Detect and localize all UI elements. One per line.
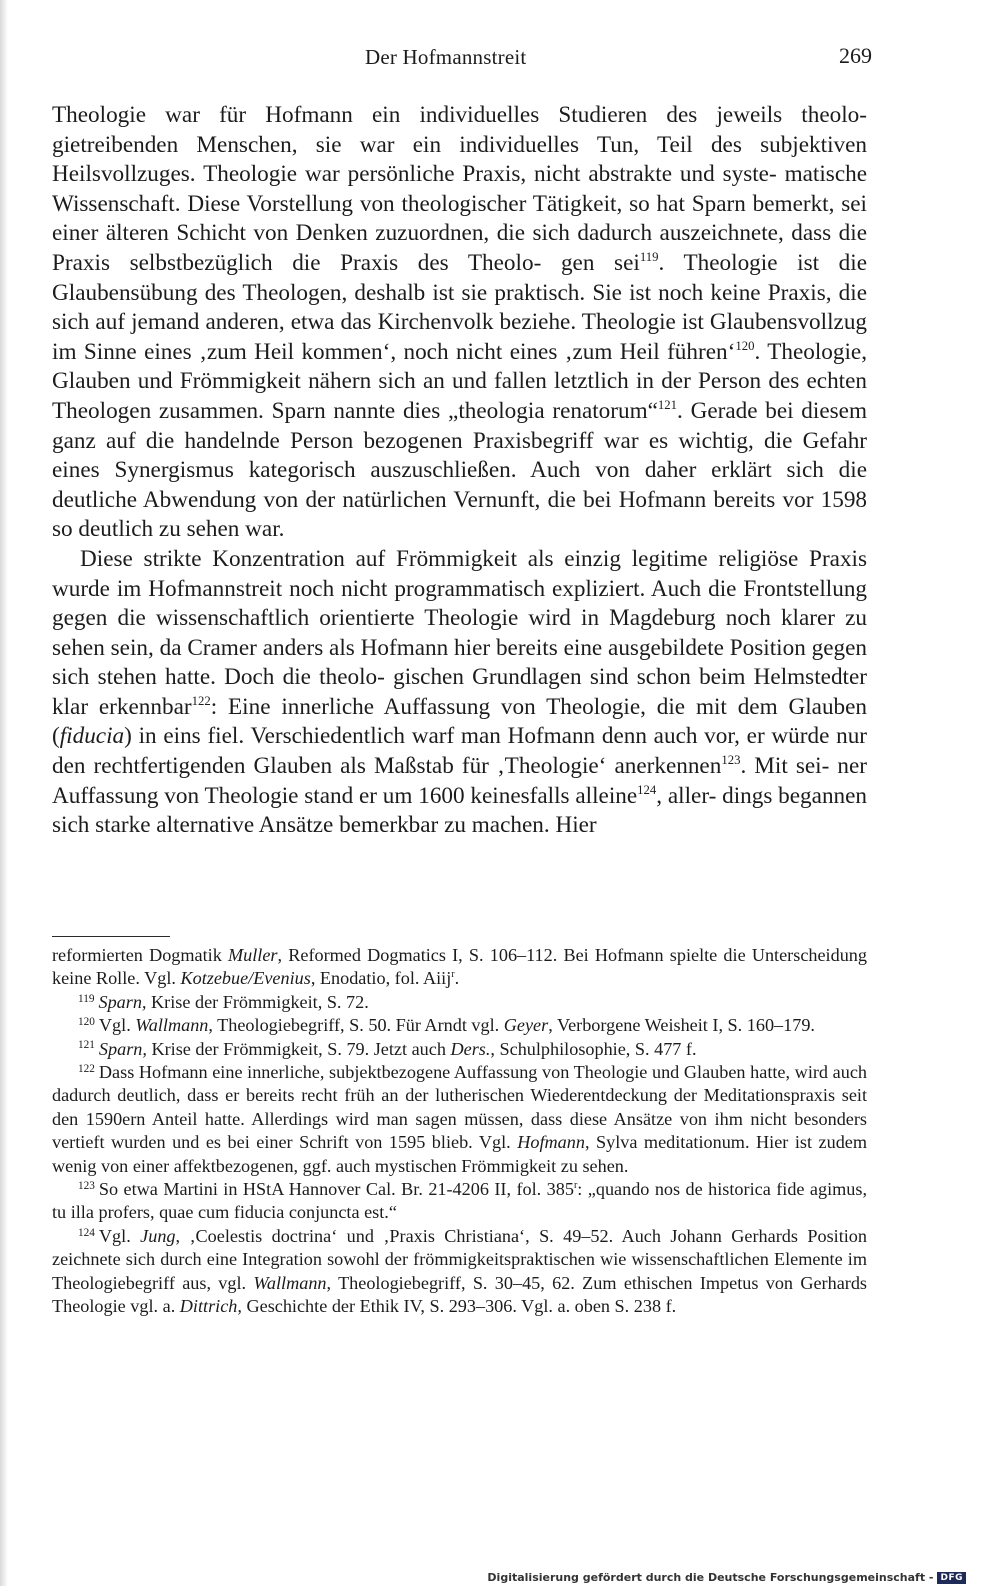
text-line: Theologen zusammen. Sparn nannte dies „theologia renatorum“ [52, 397, 658, 424]
footnote-text: So etwa Martini in HStA Hannover Cal. Br. 21-4206 II, fol. 385 [98, 1179, 574, 1200]
author-name: Ders. [450, 1038, 491, 1059]
text-line: . Mit sei- [740, 753, 830, 780]
footnote-carryover [52, 944, 867, 991]
footnote-text: : „quando nos de historica fide agimus, tu illa profers, quae cum fiducia conjuncta est.“ [52, 1179, 868, 1223]
footnote-text: Dass Hofmann eine innerliche, subjektbezogene Auffassung von Theologie und Glauben hatte, wird auch dadurch deutlich, dass er bereits recht früh an der lutherischen Wiederentdeckung der Meditationspraxis seit den 1590ern Anteil hatte. Allerdings wird man sagen müssen, dass diese Ansätze von ihm nicht besonders vertieft wurden und es bei einer Schrift von 1595 blieb. Vgl. [52, 1062, 867, 1153]
text-line: wichtig, die Gefahr eines Synergismus kategorisch auszuschließen. Auch von [52, 427, 868, 484]
footnote-ref-122[interactable]: 122 [191, 693, 211, 708]
text-line: , aller- [656, 782, 717, 809]
page-edge-shadow [0, 0, 8, 1586]
paragraph-2 [52, 545, 867, 841]
text-line: rechtfertigenden Glauben als Maßstab für ‚Theologie‘ anerkennen [93, 753, 722, 780]
text-line: Heil kommen‘, noch nicht eines ‚zum Heil führen‘ [254, 338, 736, 365]
author-name: Kotzebue/Evenius [180, 968, 311, 989]
footnote-text: , Verborgene Weisheit I, S. 160–179. [548, 1015, 815, 1036]
page-number: 269 [839, 43, 872, 68]
text-line: praktisch. Sie ist noch keine Praxis, die sich auf jemand anderen, etwa das [52, 279, 867, 336]
footnote-121 [52, 1038, 867, 1061]
footnote-ref-121[interactable]: 121 [657, 398, 678, 413]
text-line: Sparn bemerkt, sei einer älteren Schicht von Denken zuzuordnen, die sich [52, 190, 867, 247]
footnote-number: 121 [78, 1039, 95, 1052]
text-line: . Gerade [677, 397, 758, 424]
text-line: innerliche Auffassung von Theologie, die mit dem Glauben ( [52, 693, 868, 750]
author-name: Hofmann [517, 1132, 585, 1153]
footnote-number: 119 [78, 992, 95, 1005]
text-line: ) in eins [124, 723, 201, 750]
footnote-122 [52, 1061, 867, 1178]
footnotes [52, 944, 867, 1319]
folio-side: r [451, 969, 455, 981]
footnote-ref-123[interactable]: 123 [721, 753, 741, 768]
text-line: . Theologie, Glauben [52, 338, 868, 395]
text-line: ner Auffassung von Theologie stand er um 1600 keinesfalls alleine [52, 753, 867, 809]
author-name: Sparn, [98, 991, 147, 1012]
footnote-text: Geschichte der Ethik IV, S. 293–306. Vgl. a. oben S. 238 f. [241, 1296, 677, 1317]
text-line: Theologie war für Hofmann ein individuelles Studieren des jeweils theolo- [52, 102, 867, 128]
text-line: daher erklärt sich die deutliche Abwendung von der natürlichen Vernunft, [52, 457, 868, 513]
text-line: matische Wissenschaft. Diese Vorstellung von theologischer Tätigkeit, so hat [52, 161, 868, 217]
running-title: Der Hofmannstreit [365, 45, 527, 69]
author-name: Wallmann [135, 1015, 209, 1036]
text-line: die Frontstellung gegen die wissenschaftlich orientierte Theologie wird in [52, 575, 868, 632]
footnote-text: Vgl. [98, 1225, 141, 1246]
author-name: Muller [228, 945, 278, 965]
text-line: gietreibenden Menschen, sie war ein individuelles Tun, Teil des subjektiven [52, 131, 867, 158]
text-line: gischen Grundlagen sind schon beim Helmstedter klar erkennbar [52, 664, 867, 720]
text-line: . Theologie ist die Glaubensübung des Theologen, deshalb ist sie [52, 249, 867, 306]
paragraph-1 [52, 101, 867, 545]
footnote-text: Krise der Frömmigkeit, S. 79. Jetzt auch [146, 1038, 451, 1059]
text-line: und Frömmigkeit nähern sich an und fallen letztlich in der Person des echten [137, 368, 867, 395]
footnote-ref-120[interactable]: 120 [735, 338, 755, 353]
footnote-text: Vgl. [98, 1015, 136, 1036]
footnote-text: , Theologiebegriff, S. 30–45, 62. Zum ethischen Impetus von Gerhards Theologie vgl. a. [52, 1272, 868, 1317]
footnote-number: 124 [78, 1226, 95, 1239]
digitization-credit [487, 1571, 966, 1584]
footnote-text: reformierten Dogmatik [52, 945, 228, 965]
footnote-separator [52, 936, 170, 937]
footnote-120 [52, 1014, 867, 1037]
footnote-number: 123 [78, 1179, 95, 1192]
text-line: Kirchenvolk beziehe. Theologie ist Glaubensvollzug im Sinne eines ‚zum [52, 309, 868, 365]
footnote-ref-119[interactable]: 119 [639, 250, 659, 265]
footnote-text: , Schulphilosophie, S. 477 f. [490, 1038, 697, 1059]
italic-term: fiducia [59, 723, 125, 750]
text-line: bei diesem ganz auf die handelnde Person bezogenen Praxisbegriff war es [52, 397, 867, 454]
text-line: gen sei [560, 249, 640, 276]
footnote-text: , Sylva meditationum. Hier ist zudem wenig von einer affektbezogenen, ggf. auch mystischen Frömmigkeit zu sehen. [52, 1132, 868, 1176]
footnote-number: 122 [78, 1062, 95, 1075]
author-name: Jung [140, 1225, 176, 1246]
author-name: Sparn, [98, 1038, 147, 1059]
text-line: Heilsvollzuges. Theologie war persönliche Praxis, nicht abstrakte und syste- [52, 161, 777, 188]
author-name: Dittrich, [179, 1296, 242, 1317]
text-line: Praxis wurde im Hofmannstreit noch nicht programmatisch expliziert. Auch [52, 545, 868, 602]
footnote-123 [52, 1178, 867, 1225]
footnote-124 [52, 1225, 867, 1319]
footnote-text: . [454, 968, 460, 989]
author-name: Geyer [503, 1015, 549, 1036]
text-line: : Eine [210, 693, 271, 720]
footnote-119 [52, 991, 867, 1014]
credit-text: Digitalisierung gefördert durch die Deutsche Forschungsgemeinschaft - [487, 1571, 934, 1584]
text-line: Diese strikte Konzentration auf Frömmigkeit als einzig legitime religiöse [80, 545, 799, 572]
footnote-text: , Theologiebegriff, S. 50. Für Arndt vgl. [208, 1015, 504, 1036]
text-line: die bei Hofmann bereits vor 1598 so deutlich zu sehen war. [52, 486, 868, 543]
folio-side: r [573, 1180, 578, 1192]
author-name: Wallmann [253, 1272, 327, 1293]
text-line: fiel. Verschiedentlich warf man Hofmann denn auch vor, er würde nur den [52, 723, 868, 780]
footnote-text: , Reformed Dogmatics I, S. 106–112. Bei Hofmann spielte die Unterscheidung keine Rolle. Vgl. [52, 945, 867, 989]
text-line: dings begannen sich starke alternative Ansätze bemerkbar zu machen. Hier [52, 782, 868, 839]
main-text [52, 101, 867, 841]
footnote-text: , ‚Coelestis doctrina‘ und ‚Praxis Christiana‘, S. 49–52. Auch Johann Gerhards Position zeichnete sich durch eine Integration sowohl der frömmigkeitspraktischen wie wissenschaftlichen Elemente im Theologiebegriff aus, vgl. [52, 1225, 867, 1293]
footnote-text: Krise der Frömmigkeit, S. 72. [146, 991, 369, 1012]
footnote-ref-124[interactable]: 124 [637, 782, 657, 797]
dfg-logo-icon: DFG [937, 1572, 966, 1584]
text-line: bereits eine ausgebildete Position gegen sich stehen hatte. Doch die theolo- [52, 634, 868, 691]
text-line: Magdeburg noch klarer zu sehen sein, da Cramer anders als Hofmann hier [52, 605, 868, 661]
footnote-text: , Enodatio, fol. Aiij [310, 968, 452, 989]
text-line: dadurch auszeichnete, dass die Praxis selbstbezüglich die Praxis des Theolo- [52, 220, 867, 276]
footnote-number: 120 [78, 1016, 95, 1029]
